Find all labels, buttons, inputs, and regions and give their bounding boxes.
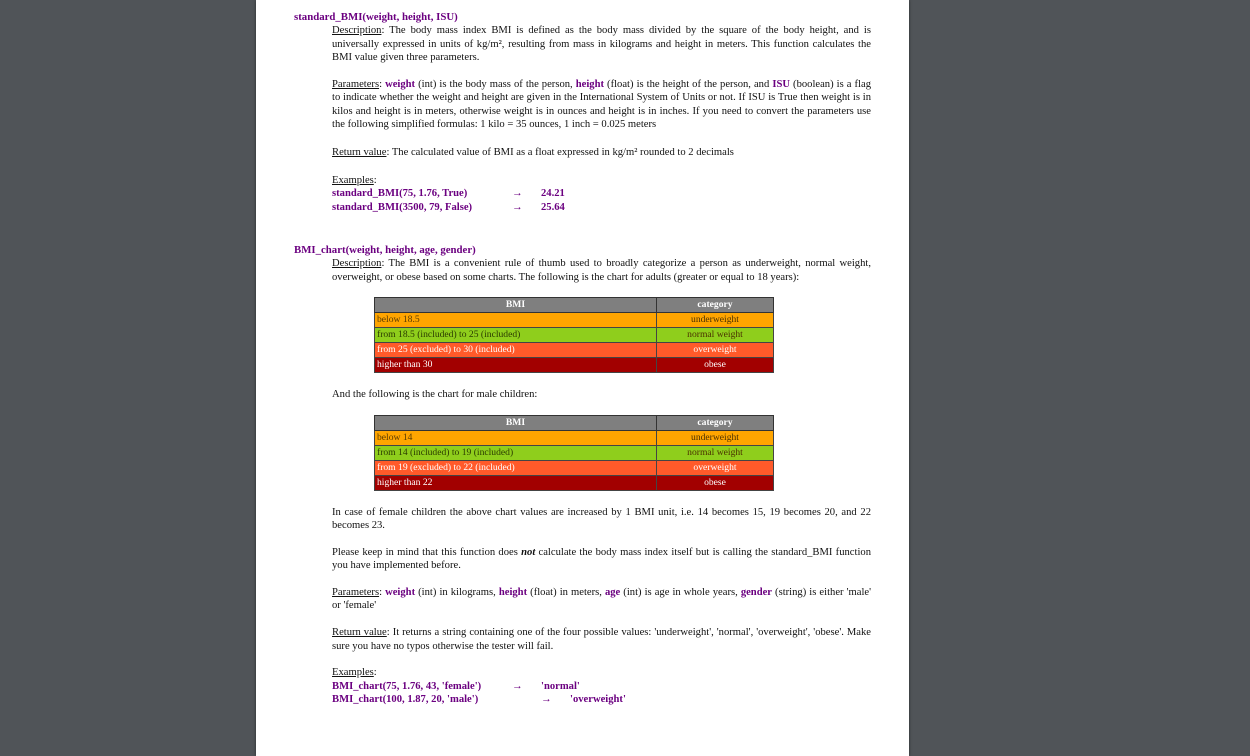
example-call: standard_BMI(3500, 79, False): [332, 201, 473, 213]
note-text: Please keep in mind that this function does: [332, 546, 522, 558]
parameters-paragraph: [332, 78, 871, 132]
arrow-icon: →: [512, 188, 523, 200]
examples-colon: :: [373, 667, 377, 679]
male-children-bmi-table: [374, 415, 774, 491]
male-children-intro: And the following is the chart for male children:: [332, 389, 538, 401]
param-text: (float) is the height of the person, and: [604, 79, 773, 91]
example-call: standard_BMI(75, 1.76, True): [332, 188, 468, 200]
table-row: [375, 358, 774, 373]
param-text: (string) is either 'male' or 'female': [332, 587, 872, 612]
bmi-range: higher than 22: [375, 475, 657, 490]
bmi-category: normal weight: [657, 445, 774, 460]
example-result: 'normal': [541, 680, 580, 692]
parameters-label: Parameters: [332, 587, 380, 599]
bmi-range: from 25 (excluded) to 30 (included): [375, 343, 657, 358]
bmi-category: obese: [657, 475, 774, 490]
bmi-range: from 14 (included) to 19 (included): [375, 445, 657, 460]
param-text: (int) is the body mass of the person,: [415, 79, 576, 91]
examples-label: Examples: [332, 667, 374, 679]
return-value-label: Return value: [332, 627, 387, 639]
bmi-category: underweight: [657, 313, 774, 328]
example-result: 25.64: [541, 201, 565, 213]
arrow-icon: →: [541, 694, 552, 706]
param-text: (boolean) is a flag to indicate whether the weight and height are given in the International System of Units or not. If ISU is True then weight is in kilos and height is in meters, otherwise weight is in ounces and height is in inches. If you need to convert the parameters use the following simplified formulas: 1 kilo = 35 ounces, 1 inch = 0.025 meters: [332, 79, 872, 131]
arrow-icon: →: [512, 201, 523, 213]
table-header-bmi: BMI: [375, 298, 657, 313]
table-row: [375, 445, 774, 460]
examples-label: Examples: [332, 174, 374, 186]
description-paragraph: [332, 24, 871, 64]
example-call: BMI_chart(75, 1.76, 43, 'female'): [332, 680, 482, 692]
bmi-range: higher than 30: [375, 358, 657, 373]
example-row: [332, 693, 871, 706]
examples-block: [332, 174, 871, 214]
bmi-category: obese: [657, 358, 774, 373]
adult-bmi-table: [374, 297, 774, 373]
description-text: : The body mass index BMI is defined as the body mass divided by the square of the body height, and is universally expressed in units of kg/m², resulting from mass in kilograms and height in meters. This function calculates the BMI value given three parameters.: [332, 25, 871, 64]
examples-block: [332, 666, 871, 706]
table-header-bmi: BMI: [375, 415, 657, 430]
param-weight: weight: [385, 587, 416, 599]
example-row: [332, 201, 871, 214]
description-text: : The BMI is a convenient rule of thumb used to broadly categorize a person as underweight, normal weight, overweight, or obese based on some charts. The following is the chart for adults (greater or equal to 18 years):: [332, 258, 871, 283]
female-children-note: In case of female children the above chart values are increased by 1 BMI unit, i.e. 14 becomes 15, 19 becomes 20, and 22 becomes 23.: [332, 506, 871, 532]
table-row: [375, 460, 774, 475]
param-text: (int) in kilograms,: [415, 587, 499, 599]
table-header-category: category: [657, 415, 774, 430]
param-height: height: [498, 587, 528, 599]
implementation-note: [332, 546, 871, 573]
description-label: Description: [332, 25, 382, 37]
param-isu: ISU: [772, 79, 790, 91]
document-page: [256, 0, 909, 756]
separator: :: [379, 79, 386, 91]
document-content: [294, 11, 871, 707]
table-row: [375, 313, 774, 328]
param-weight: weight: [385, 79, 416, 91]
param-age: age: [604, 587, 621, 599]
example-row: [332, 680, 871, 693]
bmi-category: underweight: [657, 430, 774, 445]
emphasis-not: not: [521, 546, 536, 558]
table-row: [375, 430, 774, 445]
description-label: Description: [332, 258, 382, 270]
return-value-paragraph: [332, 146, 871, 159]
example-result: 24.21: [541, 188, 565, 200]
param-text: (float) in meters,: [527, 587, 605, 599]
function-title-bmi-chart: BMI_chart(weight, height, age, gender): [294, 244, 476, 257]
return-value-text: : It returns a string containing one of the four possible values: 'underweight', 'normal', 'overweight', 'obese'. Make sure you have no typos otherwise the tester will fail.: [332, 627, 871, 652]
table-row: [375, 343, 774, 358]
example-result: 'overweight': [570, 694, 626, 706]
note-text: calculate the body mass index itself but is calling the standard_BMI function you have implemented before.: [332, 546, 871, 572]
bmi-category: overweight: [657, 460, 774, 475]
function-title-standard-bmi: standard_BMI(weight, height, ISU): [294, 11, 458, 23]
table-row: [375, 475, 774, 490]
param-height: height: [575, 79, 605, 91]
return-value-paragraph: [332, 626, 871, 653]
bmi-range: below 18.5: [375, 313, 657, 328]
parameters-label: Parameters: [332, 79, 380, 91]
param-text: (int) is age in whole years,: [620, 587, 741, 599]
example-call: BMI_chart(100, 1.87, 20, 'male'): [332, 694, 479, 706]
separator: :: [379, 587, 386, 599]
table-row: [375, 328, 774, 343]
bmi-range: from 19 (excluded) to 22 (included): [375, 460, 657, 475]
bmi-category: overweight: [657, 343, 774, 358]
description-paragraph: [332, 257, 871, 284]
table-header-category: category: [657, 298, 774, 313]
example-row: [332, 187, 871, 200]
param-gender: gender: [740, 587, 772, 599]
examples-colon: :: [373, 174, 377, 186]
bmi-range: below 14: [375, 430, 657, 445]
return-value-label: Return value: [332, 147, 387, 159]
arrow-icon: →: [512, 680, 523, 692]
bmi-category: normal weight: [657, 328, 774, 343]
return-value-text: : The calculated value of BMI as a float expressed in kg/m² rounded to 2 decimals: [386, 147, 734, 159]
parameters-paragraph: [332, 586, 871, 613]
bmi-range: from 18.5 (included) to 25 (included): [375, 328, 657, 343]
